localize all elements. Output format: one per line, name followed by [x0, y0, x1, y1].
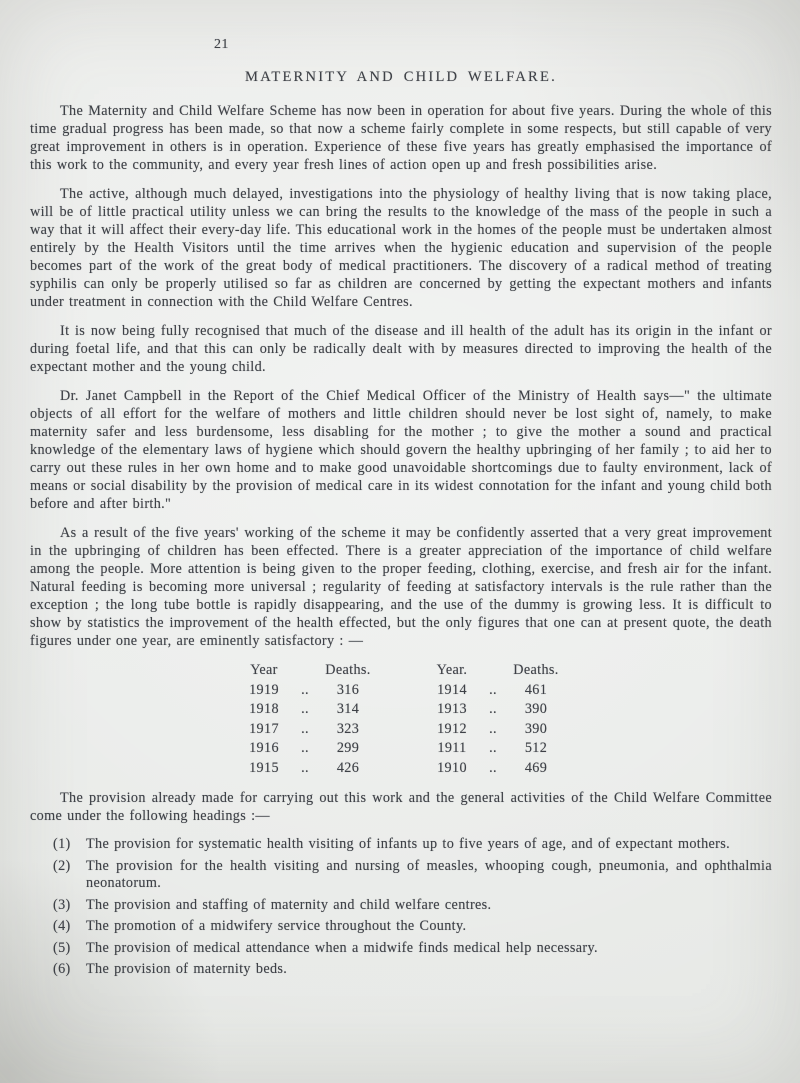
cell-year: 1912	[437, 720, 467, 737]
dot-leader: ..	[301, 759, 309, 776]
table-header-year-b: Year.	[436, 662, 468, 678]
paragraph-scheme-overview: The Maternity and Child Welfare Scheme has now been in operation for about five years. During the whole of this time gradual progress has been made, so that now a scheme fairly complete in some respects, but still capable of very great improvement in others is in operation. Experience of these five years has greatly emphasised the importance of this work to the community, and every year fresh lines of action open up and fresh possibilities arise.	[30, 103, 772, 173]
list-item-text: The provision and staffing of maternity and child welfare centres.	[86, 896, 492, 913]
cell-deaths: 316	[336, 681, 360, 698]
cell-gap	[374, 739, 428, 759]
list-item	[53, 961, 772, 979]
cell-deaths: 299	[336, 740, 360, 756]
cell-year: 1919	[249, 681, 279, 698]
cell-deaths: 512	[524, 740, 548, 756]
cell-deaths: 390	[524, 701, 548, 717]
cell-year: 1915	[249, 759, 279, 776]
list-item-marker: (1)	[53, 836, 71, 852]
dot-leader: ..	[489, 701, 497, 717]
table-header-deaths-b: Deaths.	[513, 662, 559, 678]
paragraph-results: As a result of the five years' working of the scheme it may be confidently asserted that a very great improvement in the upbringing of children has been effected. There is a greater appreciation of the importance of child welfare among the people. More attention is being given to the proper feeding, clothing, exercise, and fresh air for the infant. Natural feeding is becoming more universal ; regularity of feeding at satisfactory intervals is the rule rather than the exception ; the long tube bottle is rapidly disappearing, and the use of the dummy is growing less. It is difficult to show by statistics the improvement of the health effected, but the only figures that one can at present quote, the death figures under one year, are eminently satisfactory : —	[30, 525, 772, 649]
table-header-spacer	[476, 661, 510, 681]
paragraph-education: The active, although much delayed, investigations into the physiology of healthy living that is now taking place, will be of little practical utility unless we can bring the results to the knowledge of the mass of the people in such a way that it will affect their every-day life. This educational work in the homes of the people must be undertaken almost entirely by the Health Visitors until the time arrives when the hygienic education and supervision of the people becomes part of the work of the great body of medical practitioners. The discovery of a radical method of treating syphilis can only be properly utilised so far as children are concerned by getting the expectant mothers and infants under treatment in connection with the Child Welfare Centres.	[30, 186, 772, 310]
cell-deaths: 323	[336, 720, 360, 737]
list-item	[53, 836, 772, 854]
dot-leader: ..	[301, 720, 309, 737]
table-header-year-a: Year	[250, 662, 278, 678]
dot-leader: ..	[301, 740, 309, 756]
cell-year: 1918	[249, 701, 279, 717]
list-item-text: The provision for the health visiting and nursing of measles, whooping cough, pneumonia, and ophthalmia neonatorum.	[86, 857, 772, 891]
list-item-marker: (6)	[53, 961, 71, 977]
list-item-text: The provision of maternity beds.	[86, 961, 288, 977]
list-item-marker: (4)	[53, 918, 71, 934]
closing-paragraph: The provision already made for carrying out this work and the general activities of the Child Welfare Committee come under the following headings :—	[30, 790, 772, 824]
cell-gap	[374, 720, 428, 740]
table-header-deaths-a: Deaths.	[325, 662, 371, 678]
dot-leader: ..	[301, 681, 309, 698]
table-row	[240, 720, 562, 740]
infant-mortality-table	[240, 661, 562, 778]
list-item-text: The provision for systematic health visiting of infants up to five years of age, and of expectant mothers.	[86, 836, 731, 852]
cell-year: 1916	[249, 740, 279, 756]
cell-deaths: 314	[336, 701, 360, 717]
table-row	[240, 739, 562, 759]
dot-leader: ..	[489, 759, 497, 776]
cell-year: 1911	[437, 740, 467, 756]
paragraph-janet-campbell-quote: Dr. Janet Campbell in the Report of the Chief Medical Officer of the Ministry of Health says—" the ultimate objects of all effort for the welfare of mothers and little children should never be lost sight of, namely, to make maternity safer and less burdensome, less disabling for the mother ; to give the mother a sound and practical knowledge of the elementary laws of hygiene which should govern the healthy upbringing of her family ; to aid her to carry out these rules in her own home and to make good unavoidable shortcomings due to faulty environment, lack of means or social disability by the provision of medical care in its widest connotation for the infant and young child both before and after birth."	[30, 388, 772, 512]
cell-year: 1910	[437, 759, 467, 776]
paragraph-recognition: It is now being fully recognised that much of the disease and ill health of the adult has its origin in the infant or during foetal life, and that this can only be radically dealt with by measures directed to improving the health of the expectant mother and the young child.	[30, 323, 772, 375]
cell-year: 1913	[437, 701, 467, 717]
headings-list	[30, 836, 772, 979]
list-item	[53, 858, 772, 893]
cell-deaths: 426	[336, 759, 360, 776]
list-item	[53, 940, 772, 958]
table-row	[240, 681, 562, 701]
dot-leader: ..	[489, 740, 497, 756]
table-row	[240, 759, 562, 779]
dot-leader: ..	[301, 701, 309, 717]
list-item	[53, 897, 772, 915]
cell-deaths: 390	[524, 720, 548, 737]
cell-year: 1914	[437, 681, 467, 698]
dot-leader: ..	[489, 681, 497, 698]
cell-gap	[374, 759, 428, 779]
list-item-marker: (3)	[53, 896, 71, 913]
list-item-text: The provision of medical attendance when a midwife finds medical help necessary.	[86, 939, 598, 956]
list-item-marker: (2)	[53, 857, 71, 874]
list-item-text: The promotion of a midwifery service throughout the County.	[86, 918, 467, 934]
list-item	[53, 918, 772, 936]
cell-year: 1917	[249, 720, 279, 737]
cell-gap	[374, 681, 428, 701]
dot-leader: ..	[489, 720, 497, 737]
table-header-gap	[374, 661, 428, 681]
cell-gap	[374, 700, 428, 720]
list-item-marker: (5)	[53, 939, 71, 956]
page-number: 21	[214, 37, 229, 52]
table-header-spacer	[288, 661, 322, 681]
page-title: MATERNITY AND CHILD WELFARE.	[245, 69, 557, 85]
table-row	[240, 700, 562, 720]
table-header-row	[240, 661, 562, 681]
cell-deaths: 469	[524, 759, 548, 776]
cell-deaths: 461	[524, 681, 548, 698]
